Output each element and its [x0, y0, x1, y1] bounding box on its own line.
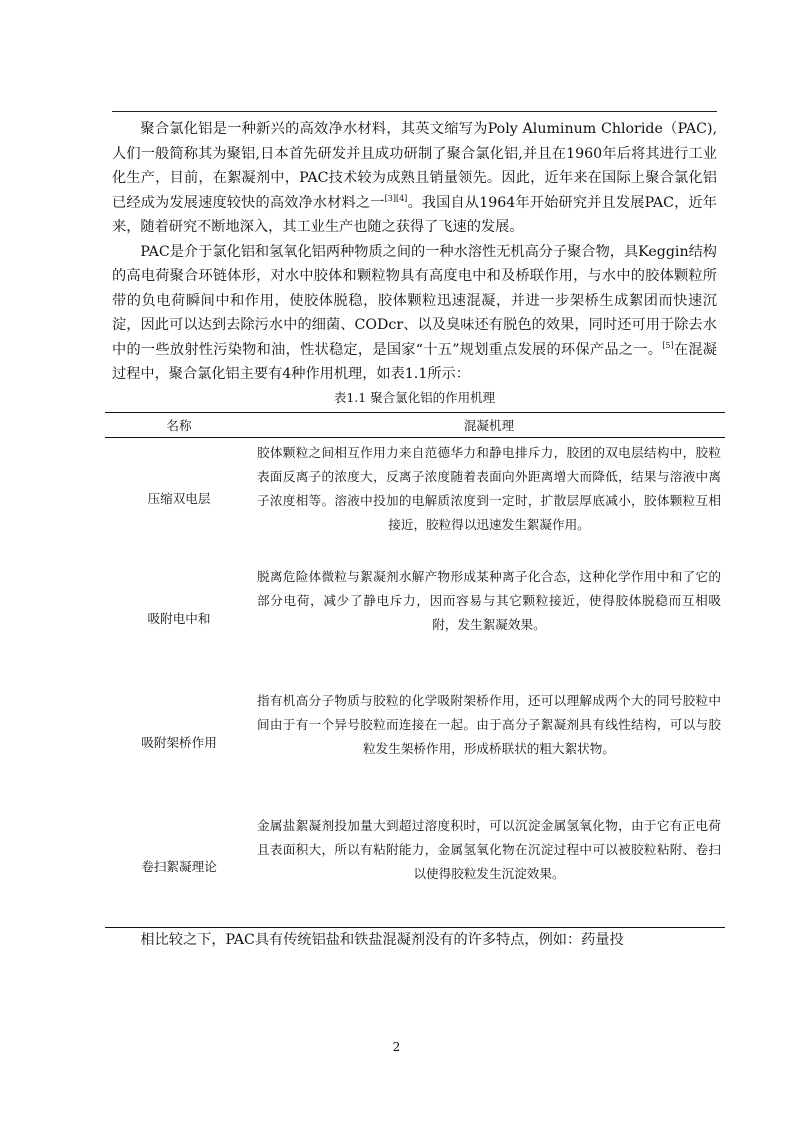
- column-header-name: 名称: [105, 412, 253, 437]
- row-mechanism: 胶体颗粒之间相互作用力来自范德华力和静电排斥力，胶团的双电层结构中，胶粒表面反离子的浓度大，反离子浓度随着表面向外距离增大而降低，结果与溶液中离子浓度相等。溶液中投加的电解质浓度到一定时，扩散层厚底减小，胶体颗粒互相接近，胶粒得以迅速发生絮凝作用。: [257, 444, 721, 532]
- table-caption: 表1.1 聚合氯化铝的作用机理: [333, 389, 496, 405]
- row-name: 压缩双电层: [147, 490, 211, 506]
- table-row: [105, 557, 725, 679]
- table-header-row: [105, 412, 725, 437]
- row-mechanism: 指有机高分子物质与胶粒的化学吸附架桥作用，还可以理解成两个大的同号胶粒中间由于有一个异号胶粒而连接在一起。由于高分子絮凝剂具有线性结构，可以与胶粒发生架桥作用，形成桥联状的粗大絮状物。: [257, 692, 721, 756]
- row-mechanism: 金属盐絮凝剂投加量大到超过溶度积时，可以沉淀金属氢氧化物，由于它有正电荷且表面积大，所以有粘附能力，金属氢氧化物在沉淀过程中可以被胶粒粘附、卷扫以使得胶粒发生沉淀效果。: [257, 817, 721, 881]
- table-row: [105, 437, 725, 557]
- citation: [5]: [662, 340, 674, 350]
- paragraph-text: 。我国自从1964年开始研究并且发展PAC，近年来，随着研究不断地深入，其工业生产也随之获得了飞速的发展。: [112, 194, 717, 235]
- page-number: 2: [392, 1040, 401, 1054]
- document-page: [112, 117, 721, 952]
- mechanism-table: [105, 412, 725, 928]
- row-name: 吸附架桥作用: [141, 734, 217, 750]
- paragraph-pac-properties: [112, 240, 717, 387]
- row-name: 吸附电中和: [147, 611, 211, 626]
- paragraph-text: PAC是介于氯化铝和氢氧化铝两种物质之间的一种水溶性无机高分子聚合物，具Keggin结构的高电荷聚合环链体形，对水中胶体和颗粒物具有高度电中和及桥联作用，与水中的胶体颗粒所带的负电荷瞬间中和作用，使胶体脱稳，胶体颗粒迅速混凝，并进一步架桥生成絮团而快速沉淀，因此可以达到去除污水中的细菌、CODcr、以及臭味还有脱色的效果，同时还可用于除去水中的一些放射性污染物和油，性状稳定，是国家“十五”规划重点发展的环保产品之一。: [112, 243, 717, 358]
- citation: [3][4]: [384, 193, 408, 203]
- column-header-mechanism: 混凝机理: [253, 412, 725, 437]
- table-row: [105, 804, 725, 928]
- row-name: 卷扫絮凝理论: [105, 804, 253, 928]
- paragraph-pac-advantages: 相比较之下，PAC具有传统铝盐和铁盐混凝剂没有的许多特点，例如：药量投: [140, 931, 624, 948]
- paragraph-text: 在混凝过程中，聚合氯化铝主要有4种作用机理，如表1.1所示：: [112, 341, 717, 382]
- row-mechanism: 脱离危险体微粒与絮凝剂水解产物形成某种离子化合态，这种化学作用中和了它的部分电荷，减少了静电斥力，因而容易与其它颗粒接近，使得胶体脱稳而互相吸附，发生絮凝效果。: [257, 568, 721, 632]
- header-rule: [112, 111, 717, 112]
- paragraph-text: 聚合氯化铝是一种新兴的高效净水材料，其英文缩写为Poly Aluminum Chloride（PAC),人们一般简称其为聚铝,日本首先研发并且成功研制了聚合氯化铝,并且在1960年后将其进行工业化生产，目前，在絮凝剂中，PAC技术较为成熟且销量领先。因此，近年来在国际上聚合氯化铝已经成为发展速度较快的高效净水材料之一: [112, 121, 717, 211]
- paragraph-pac-intro: [112, 117, 717, 240]
- table-row: [105, 679, 725, 804]
